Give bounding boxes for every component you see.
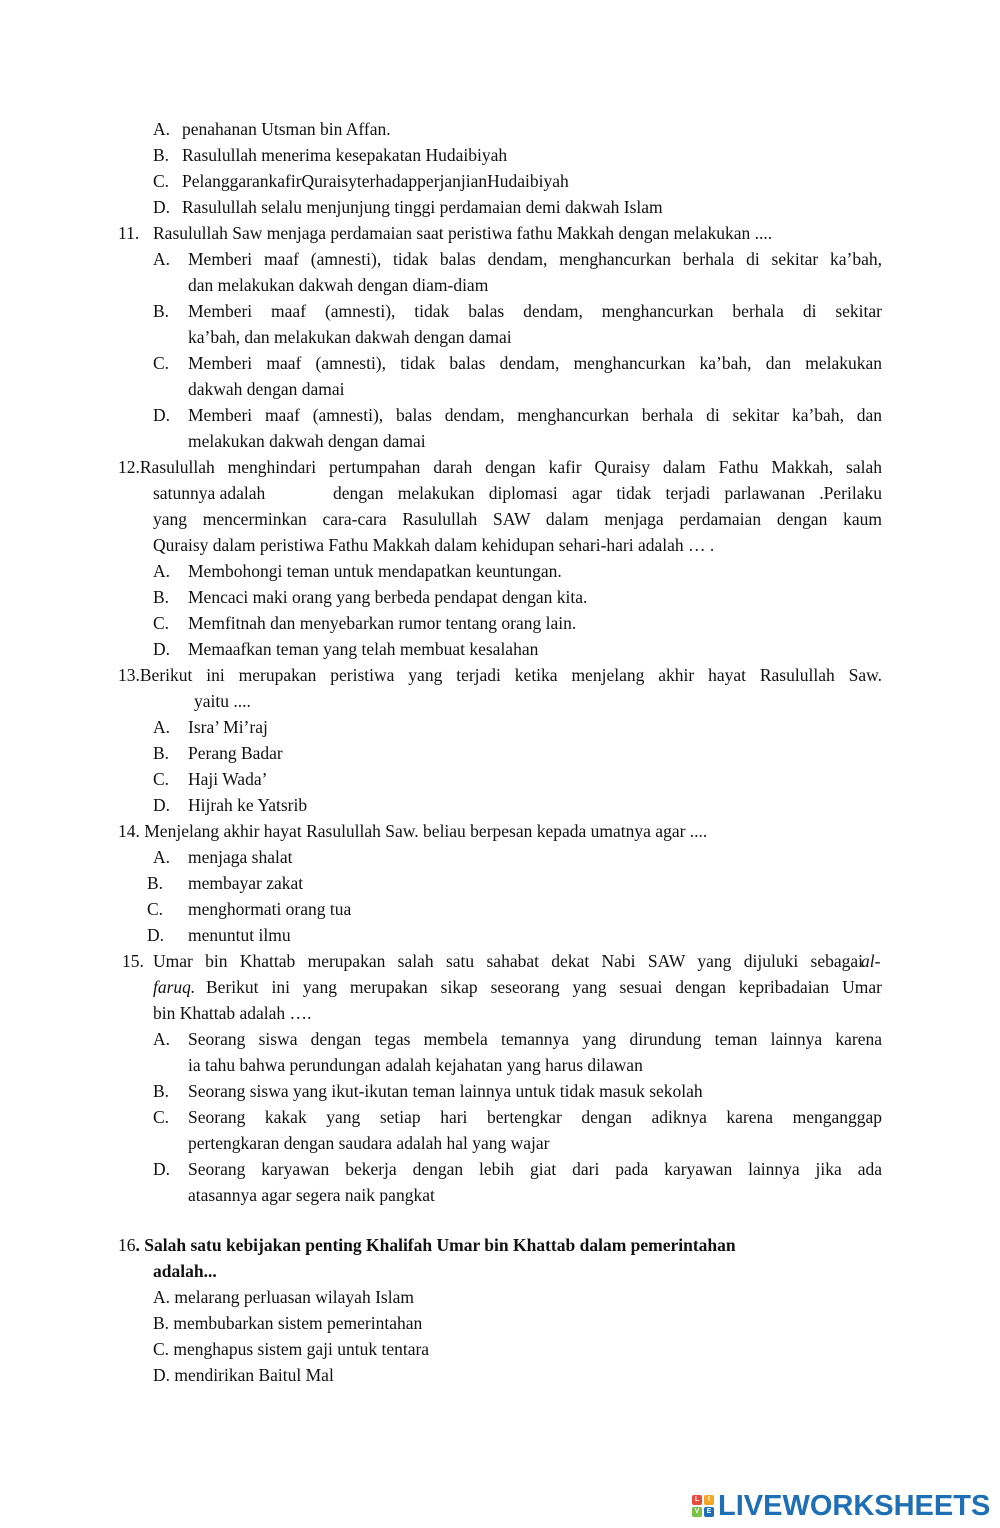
q15-line2: Berikut ini yang merupakan sikap seseorang yang sesuai dengan kepribadaian Umar [206,977,882,997]
q10-option-c: C. PelanggarankafirQuraisyterhadapperjanjianHudaibiyah [153,171,569,191]
q13-line1: 13.Berikut ini merupakan peristiwa yang terjadi ketika menjelang akhir hayat Rasulullah Saw. [118,665,882,685]
q12-option-d: D. Memaafkan teman yang telah membuat kesalahan [153,639,539,659]
q16-question [118,1234,736,1256]
q16-line2: adalah... [153,1261,217,1281]
q14-question: 14. Menjelang akhir hayat Rasulullah Saw. beliau berpesan kepada umatnya agar .... [118,821,708,841]
q11-option-c-line1: Memberi maaf (amnesti), tidak balas dendam, menghancurkan ka’bah, dan melakukan [188,353,882,373]
q15-option-a-label: A. [153,1029,171,1049]
q10-option-b: B. Rasulullah menerima kesepakatan Hudaibiyah [153,145,508,165]
q15-option-d-label: D. [153,1159,171,1179]
q10-option-d: D. Rasulullah selalu menjunjung tinggi perdamaian demi dakwah Islam [153,197,663,217]
q11-option-b-label: B. [153,301,170,321]
q15-option-c-line1: Seorang kakak yang setiap hari bertengkar dengan adiknya karena menganggap [188,1107,882,1127]
q13-option-b: B. Perang Badar [153,743,283,763]
logo-block-l: L [692,1495,702,1505]
q15-option-d-line1: Seorang karyawan bekerja dengan lebih giat dari pada karyawan lainnya jika ada [188,1159,882,1179]
logo-block-v: V [692,1507,702,1517]
q11-option-d-line1: Memberi maaf (amnesti), balas dendam, menghancurkan berhala di sekitar ka’bah, dan [188,405,882,425]
q12-option-b: B. Mencaci maki orang yang berbeda pendapat dengan kita. [153,587,588,607]
q15-option-a-line1: Seorang siswa dengan tegas membela temannya yang dirundung teman lainnya karena [188,1029,882,1049]
q15-option-d-line2: atasannya agar segera naik pangkat [188,1185,435,1205]
q11-option-d-label: D. [153,405,171,425]
q14-option-c: C. menghormati orang tua [147,899,352,919]
q12-line3: yang mencerminkan cara-cara Rasulullah SAW dalam menjaga perdamaian dengan kaum [153,509,882,529]
q14-option-b: B. membayar zakat [147,873,304,893]
logo-text: LIVEWORKSHEETS [718,1489,991,1522]
q13-option-a: A. Isra’ Mi’raj [153,717,268,737]
q16-line1: . Salah satu kebijakan penting Khalifah Umar bin Khattab dalam pemerintahan [135,1235,736,1255]
liveworksheets-logo [692,1488,990,1524]
q12-option-c: C. Memfitnah dan menyebarkan rumor tentang orang lain. [153,613,577,633]
q11-option-a-line1: Memberi maaf (amnesti), tidak balas dendam, menghancurkan berhala di sekitar ka’bah, [188,249,882,269]
q13-option-c: C. Haji Wada’ [153,769,268,789]
q11-option-a-label: A. [153,249,171,269]
q16-option-b: B. membubarkan sistem pemerintahan [153,1313,423,1333]
q16-option-d: D. mendirikan Baitul Mal [153,1365,334,1385]
logo-block-e: E [704,1507,714,1517]
q15-line3: bin Khattab adalah …. [153,1003,312,1023]
q13-line2: yaitu .... [194,691,251,711]
q14-option-d: D. menuntut ilmu [147,925,291,945]
q16-option-c: C. menghapus sistem gaji untuk tentara [153,1339,430,1359]
q16-number: 16 [118,1235,136,1255]
q11-option-d-line2: melakukan dakwah dengan damai [188,431,426,451]
q15-option-c-line2: pertengkaran dengan saudara adalah hal yang wajar [188,1133,550,1153]
q11-question: 11. Rasulullah Saw menjaga perdamaian saat peristiwa fathu Makkah dengan melakukan .... [118,223,773,243]
q15-number: 15. [122,951,144,971]
q12-line4: Quraisy dalam peristiwa Fathu Makkah dalam kehidupan sehari-hari adalah … . [153,535,715,555]
q11-option-a-line2: dan melakukan dakwah dengan diam-diam [188,275,489,295]
q15-option-b-line1: Seorang siswa yang ikut-ikutan teman lainnya untuk tidak masuk sekolah [188,1081,703,1101]
q15-option-c-label: C. [153,1107,170,1127]
q12-line2a: satunnya adalah [153,483,266,503]
logo-block-i: I [704,1495,714,1505]
q12-line2b: dengan melakukan diplomasi agar tidak terjadi parlawanan .Perilaku [333,483,882,503]
q16-option-a: A. melarang perluasan wilayah Islam [153,1287,414,1307]
q11-option-c-line2: dakwah dengan damai [188,379,345,399]
q11-option-b-line2: ka’bah, dan melakukan dakwah dengan damai [188,327,512,347]
q15-option-b-label: B. [153,1081,170,1101]
q12-line1: 12.Rasulullah menghindari pertumpahan darah dengan kafir Quraisy dalam Fathu Makkah, salah [118,457,882,477]
q15-line1-italic: al- [861,951,881,971]
q11-option-c-label: C. [153,353,170,373]
q14-option-a: A. menjaga shalat [153,847,293,867]
logo-blocks-icon [692,1495,714,1517]
q12-option-a: A. Membohongi teman untuk mendapatkan keuntungan. [153,561,562,581]
q13-option-d: D. Hijrah ke Yatsrib [153,795,308,815]
q15-line2-italic: faruq. [153,977,196,997]
q15-line1: Umar bin Khattab merupakan salah satu sahabat dekat Nabi SAW yang dijuluki sebagai [153,951,863,971]
q11-option-b-line1: Memberi maaf (amnesti), tidak balas dendam, menghancurkan berhala di sekitar [188,301,882,321]
q10-option-a: A. penahanan Utsman bin Affan. [153,119,391,139]
q15-option-a-line2: ia tahu bahwa perundungan adalah kejahatan yang harus dilawan [188,1055,643,1075]
